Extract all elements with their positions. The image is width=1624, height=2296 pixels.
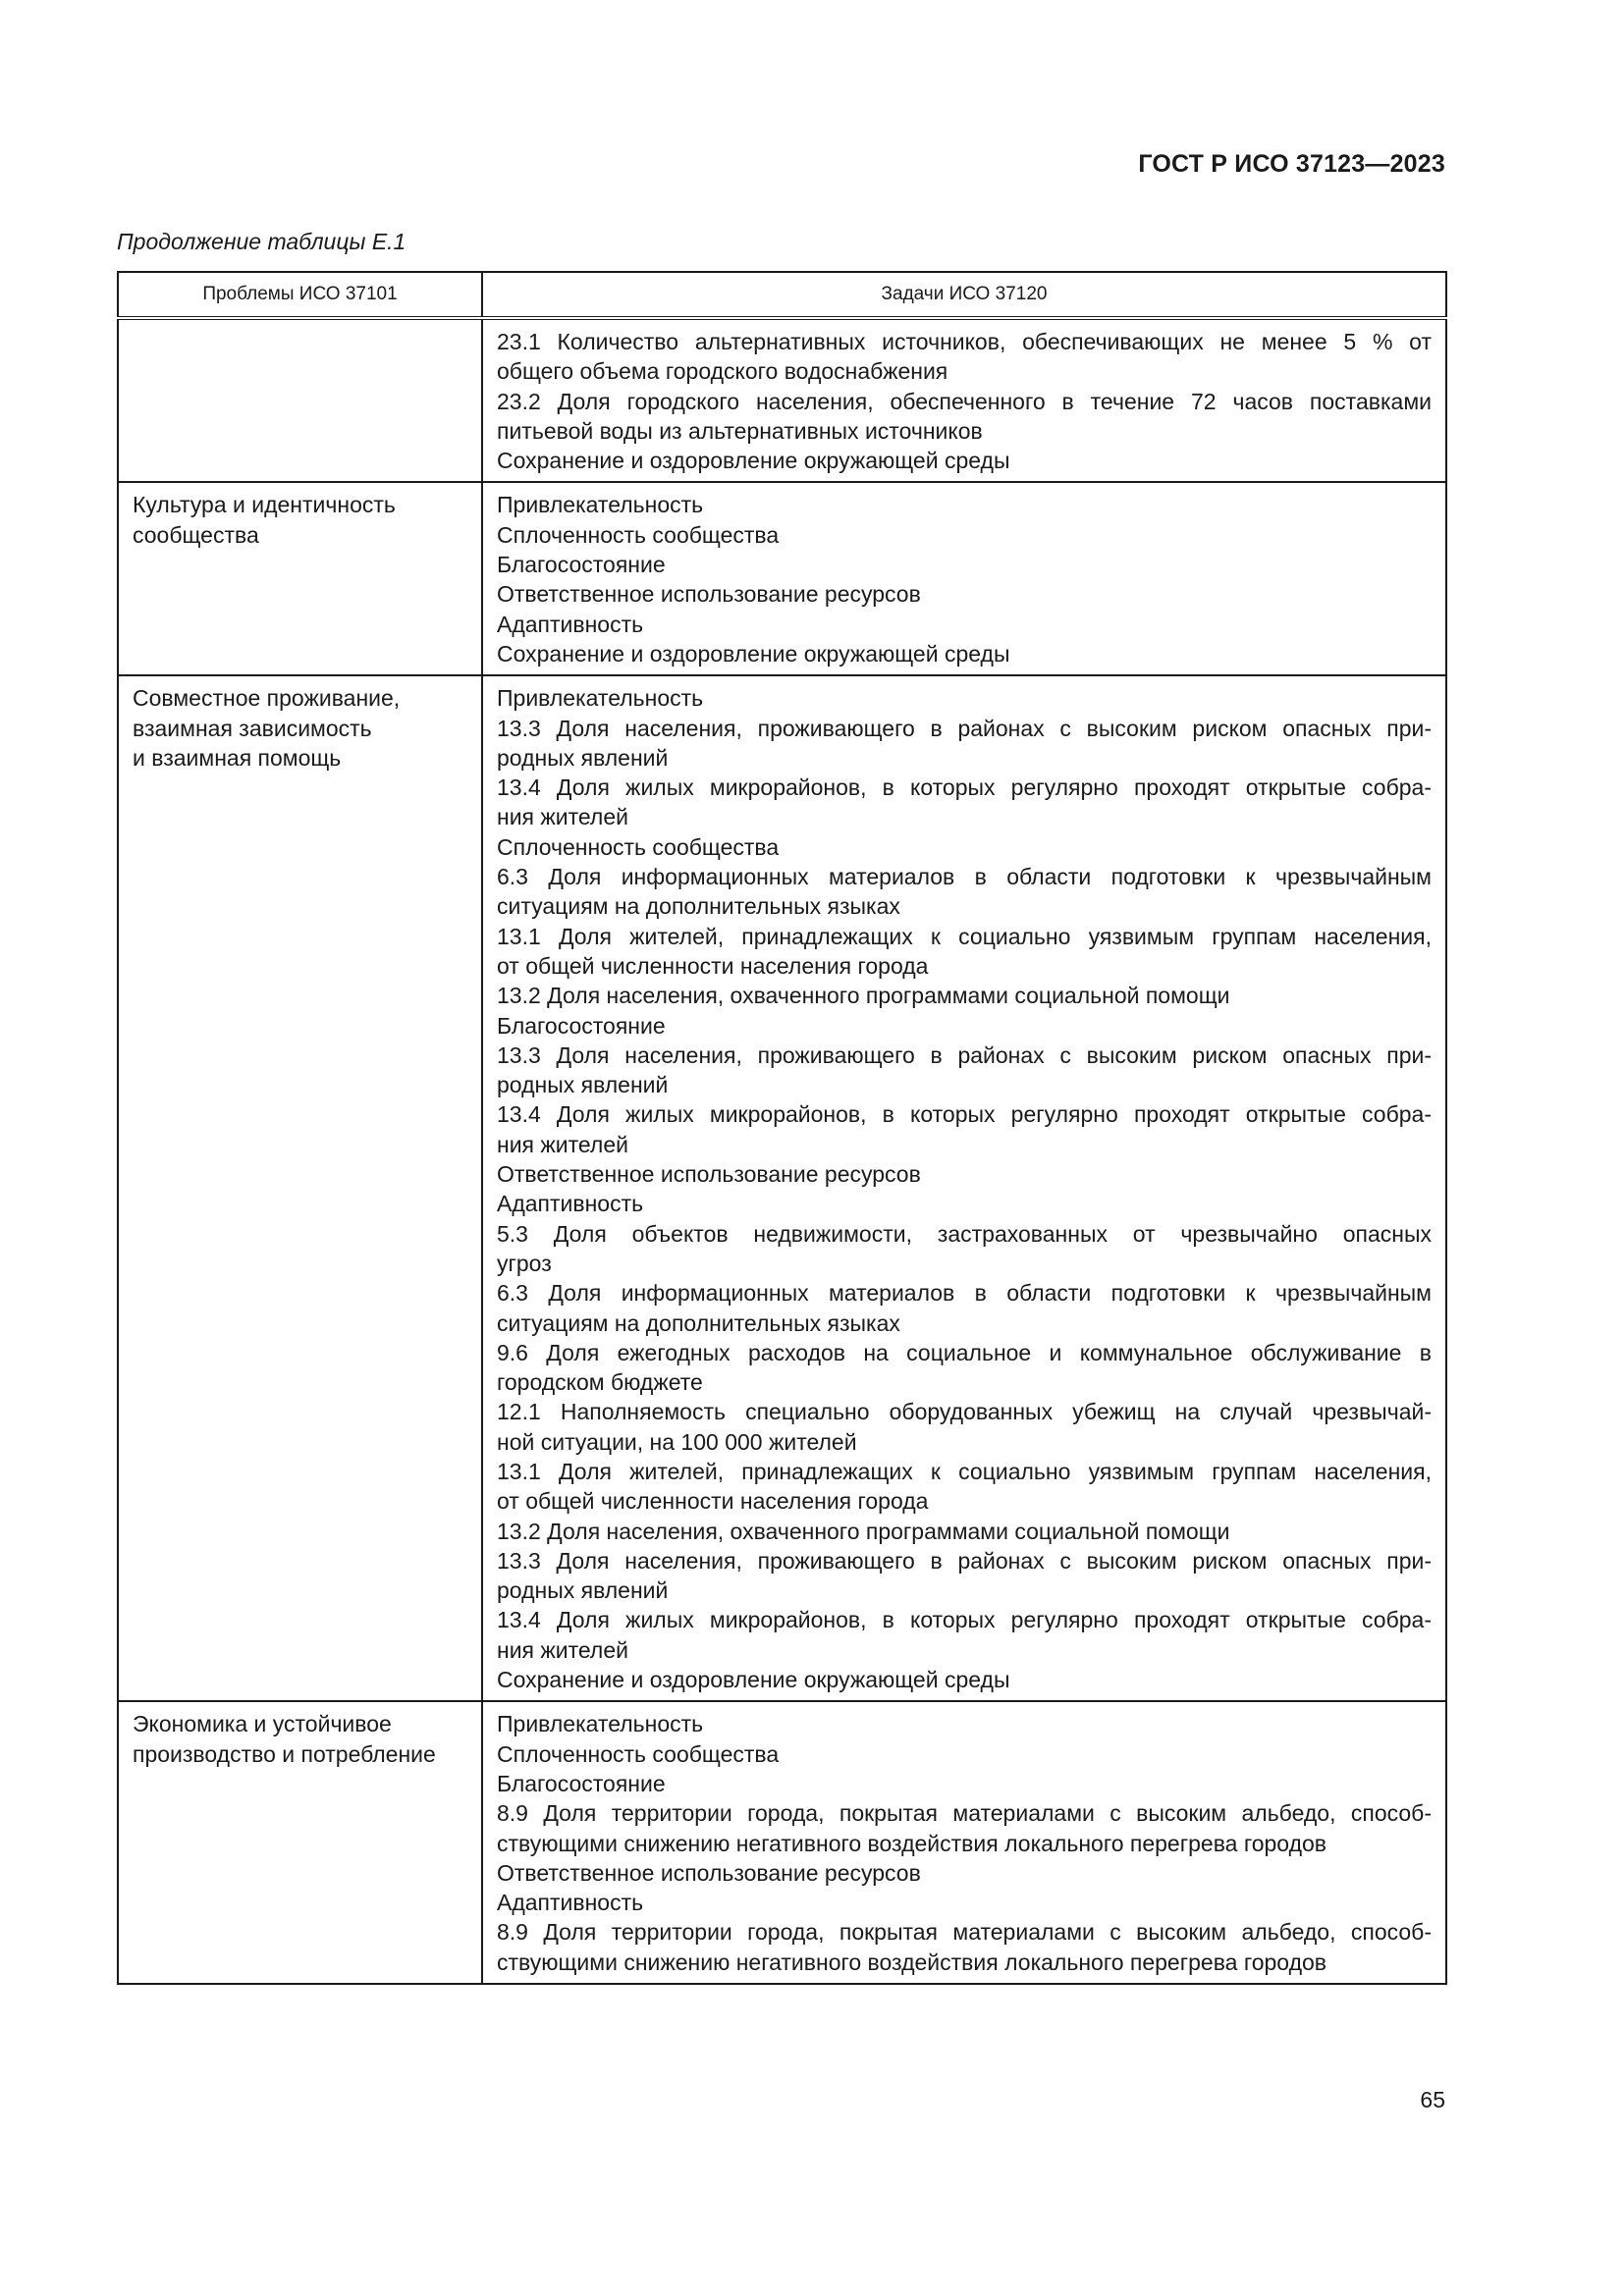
problem-line: сообщества [133, 521, 259, 548]
problem-cell [118, 675, 482, 1701]
task-line: 13.1 Доля жителей, принадлежащих к социально уязвимым группам населения, [497, 923, 1432, 949]
table-row [118, 675, 1446, 1701]
task-line: 13.3 Доля населения, проживающего в районах с высоким риском опасных при- [497, 1041, 1432, 1068]
task-line: ния жителей [497, 1131, 628, 1157]
task-line: от общей численности населения города [497, 952, 929, 979]
task-line: от общей численности населения города [497, 1488, 929, 1515]
task-line: Адаптивность [497, 1890, 644, 1916]
task-line: Сплоченность сообщества [497, 833, 780, 860]
problem-line: Совместное проживание, [133, 685, 401, 712]
task-line: Ответственное использование ресурсов [497, 581, 921, 608]
requirements-table [117, 271, 1447, 1985]
table-body [118, 318, 1446, 1984]
task-line: 13.4 Доля жилых микрорайонов, в которых регулярно проходят открытые собра- [497, 1101, 1432, 1128]
document-code: ГОСТ Р ИСО 37123—2023 [1138, 150, 1445, 178]
task-line: 6.3 Доля информационных материалов в области подготовки к чрезвычайным [497, 864, 1432, 890]
task-line: Сплоченность сообщества [497, 521, 780, 548]
column-header-tasks: Задачи ИСО 37120 [482, 272, 1446, 318]
task-line: родных явлений [497, 1577, 669, 1604]
task-line: Привлекательность [497, 1711, 704, 1737]
table-row [118, 318, 1446, 482]
task-line: Сохранение и оздоровление окружающей среды [497, 448, 1010, 474]
table-header-row [118, 272, 1446, 318]
task-line: Сплоченность сообщества [497, 1740, 780, 1767]
task-line: Сохранение и оздоровление окружающей среды [497, 1667, 1010, 1693]
task-line: Привлекательность [497, 685, 704, 712]
task-line: 13.1 Доля жителей, принадлежащих к социально уязвимым группам населения, [497, 1458, 1432, 1484]
task-line: Ответственное использование ресурсов [497, 1859, 921, 1886]
problem-line: взаимная зависимость [133, 715, 372, 741]
task-line: 23.2 Доля городского населения, обеспеченного в течение 72 часов поставками [497, 388, 1432, 414]
task-line: родных явлений [497, 1072, 669, 1098]
tasks-cell [482, 482, 1446, 675]
task-line: 13.2 Доля населения, охваченного программами социальной помощи [497, 983, 1230, 1009]
problem-line: и взаимная помощь [133, 744, 342, 771]
table-caption: Продолжение таблицы Е.1 [117, 229, 406, 254]
task-line: ситуациям на дополнительных языках [497, 893, 900, 920]
task-line: ния жителей [497, 804, 628, 830]
table-row [118, 482, 1446, 675]
task-line: 12.1 Наполняемость специально оборудованных убежищ на случай чрезвычай- [497, 1399, 1432, 1425]
task-line: ния жителей [497, 1636, 628, 1663]
problem-line: Экономика и устойчивое [133, 1711, 392, 1737]
task-line: угроз [497, 1250, 552, 1276]
task-line: родных явлений [497, 744, 669, 771]
tasks-cell [482, 675, 1446, 1701]
problem-line: Культура и идентичность [133, 492, 396, 518]
task-line: Сохранение и оздоровление окружающей среды [497, 640, 1010, 667]
task-line: 8.9 Доля территории города, покрытая материалами с высоким альбедо, способ- [497, 1919, 1432, 1946]
page-number: 65 [1420, 2087, 1445, 2112]
task-line: ситуациям на дополнительных языках [497, 1309, 900, 1336]
task-line: 5.3 Доля объектов недвижимости, застрахованных от чрезвычайно опасных [497, 1220, 1432, 1247]
column-header-problems: Проблемы ИСО 37101 [118, 272, 482, 318]
task-line: 13.2 Доля населения, охваченного программами социальной помощи [497, 1518, 1230, 1544]
task-line: 8.9 Доля территории города, покрытая материалами с высоким альбедо, способ- [497, 1800, 1432, 1827]
task-line: Благосостояние [497, 552, 666, 578]
tasks-cell [482, 1701, 1446, 1984]
task-line: Адаптивность [497, 611, 644, 637]
task-line: 13.3 Доля населения, проживающего в районах с высоким риском опасных при- [497, 1547, 1432, 1574]
task-line: 13.3 Доля населения, проживающего в районах с высоким риском опасных при- [497, 715, 1432, 741]
task-line: Благосостояние [497, 1012, 666, 1039]
task-line: городском бюджете [497, 1369, 703, 1396]
problem-cell [118, 318, 482, 482]
task-line: 6.3 Доля информационных материалов в области подготовки к чрезвычайным [497, 1280, 1432, 1307]
task-line: ствующими снижению негативного воздействия локального перегрева городов [497, 1949, 1327, 1975]
tasks-cell [482, 318, 1446, 482]
task-line: Привлекательность [497, 492, 704, 518]
task-line: 23.1 Количество альтернативных источников, обеспечивающих не менее 5 % от [497, 329, 1432, 354]
task-line: 13.4 Доля жилых микрорайонов, в которых регулярно проходят открытые собра- [497, 774, 1432, 801]
task-line: 9.6 Доля ежегодных расходов на социальное и коммунальное обслуживание в [497, 1339, 1432, 1365]
task-line: питьевой воды из альтернативных источников [497, 417, 983, 444]
problem-cell [118, 1701, 482, 1984]
task-line: ствующими снижению негативного воздействия локального перегрева городов [497, 1830, 1327, 1856]
task-line: Ответственное использование ресурсов [497, 1161, 921, 1188]
task-line: ной ситуации, на 100 000 жителей [497, 1428, 857, 1455]
problem-line: производство и потребление [133, 1740, 436, 1767]
table-row [118, 1701, 1446, 1984]
problem-cell [118, 482, 482, 675]
task-line: Адаптивность [497, 1191, 644, 1217]
task-line: Благосостояние [497, 1770, 666, 1796]
task-line: общего объема городского водоснабжения [497, 358, 948, 385]
task-line: 13.4 Доля жилых микрорайонов, в которых регулярно проходят открытые собра- [497, 1607, 1432, 1633]
